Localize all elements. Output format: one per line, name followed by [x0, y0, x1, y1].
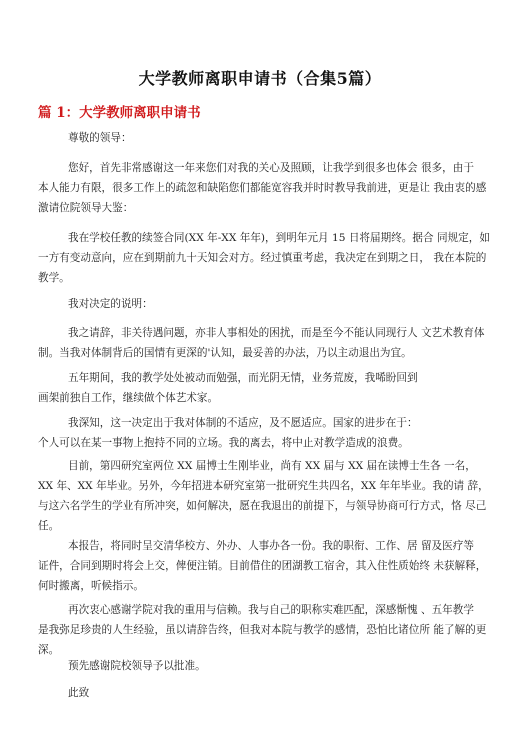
paragraph-closing — [38, 683, 493, 703]
paragraph-contract — [38, 228, 493, 288]
paragraph-line: 证件，合同到期时将会上交，俾便注销。目前借住的团湖教工宿舍，其入住性质始终 未获解释， — [38, 560, 487, 572]
paragraph-stance — [38, 413, 493, 453]
paragraph-line: 再次衷心感谢学院对我的重用与信赖。我与自己的职称实难匹配，深感惭愧 、五年教学 — [68, 604, 474, 616]
paragraph-line: 我在学校任教的续签合同(XX 年-XX 年年)，到明年元月 15 日将届期终。据合 同规定，如 — [68, 232, 490, 244]
paragraph-line: 个人可以在某一事物上抱持不同的立场。我的离去，将中止对教学造成的浪费。 — [38, 437, 409, 449]
paragraph-line: 我对决定的说明： — [68, 298, 153, 310]
paragraph-line: 本报告，将同时呈交清华校方、外办、人事办各一份。我的职衔、工作、居 留及医疗等 — [68, 540, 474, 552]
paragraph-greeting — [38, 128, 493, 148]
document-title: 大学教师离职申请书（合集5篇） — [138, 69, 382, 88]
paragraph-line: 本人能力有限，很多工作上的疏忽和缺陷您们都能宽容我并时时教导我前进，更是让 我由衷的感 — [38, 182, 487, 194]
paragraph-line: 教学。 — [38, 272, 70, 284]
paragraph-thanks — [38, 158, 493, 218]
paragraph-line: 一方有变动意向，应在到期前九十天知会对方。经过慎重考虑，我决定在到期之日， 我在本院的 — [38, 252, 487, 264]
paragraph-line: 深。 — [38, 644, 60, 656]
paragraph-students — [38, 456, 493, 536]
paragraph-line: 我深知，这一决定出于我对体制的不适应，及不愿适应。国家的进步在于： — [68, 417, 418, 429]
paragraph-line: 制。当我对体制背后的国情有更深的'认知，最妥善的办法，乃以主动退出为宜。 — [38, 347, 412, 359]
paragraph-line: XX 年、XX 年毕业。另外，今年招进本研究室第一批研究生共四名，XX 年年毕业。我的请 辞， — [38, 480, 489, 492]
paragraph-five-years — [38, 368, 493, 408]
paragraph-line: 五年期间，我的教学处处被动而勉强，而光阴无情，业务荒废，我唏盼回到 — [68, 372, 418, 384]
paragraph-line: 此致 — [68, 687, 90, 699]
paragraph-line: 我之请辞，非关待遇问题，亦非人事相处的困扰，而是至今不能认同现行人 文艺术教育体 — [68, 327, 485, 339]
section-heading: 篇 1：大学教师离职申请书 — [38, 105, 201, 121]
paragraph-approval — [38, 656, 493, 676]
paragraph-reason — [38, 323, 493, 363]
paragraph-line: 目前，第四研究室两位 XX 届博士生刚毕业，尚有 XX 届与 XX 届在读博士生各 一名， — [68, 460, 476, 472]
paragraph-report — [38, 536, 493, 596]
paragraph-line: 尊敬的领导： — [68, 132, 132, 144]
paragraph-line: 您好，首先非常感谢这一年来您们对我的关心及照顾，让我学到很多也体会 很多，由于 — [68, 162, 474, 174]
paragraph-line: 是我弥足珍贵的人生经验，虽以请辞告终，但我对本院与教学的感情，恐怕比诸位所 能了解的更 — [38, 624, 487, 636]
paragraph-line: 与这六名学生的学业有所冲突，如何解决，愿在我退出的前提下，与领导协商可行方式，恪 尽己 — [38, 500, 487, 512]
paragraph-line: 画架前独自工作，继续做个体艺术家。 — [38, 392, 219, 404]
paragraph-line: 激请位院领导大鉴： — [38, 202, 134, 214]
paragraph-explanation-intro — [38, 294, 493, 314]
paragraph-line: 预先感谢院校领导予以批准。 — [68, 660, 206, 672]
paragraph-gratitude — [38, 600, 493, 660]
paragraph-line: 何时搬离，听候指示。 — [38, 580, 144, 592]
paragraph-line: 任。 — [38, 520, 60, 532]
